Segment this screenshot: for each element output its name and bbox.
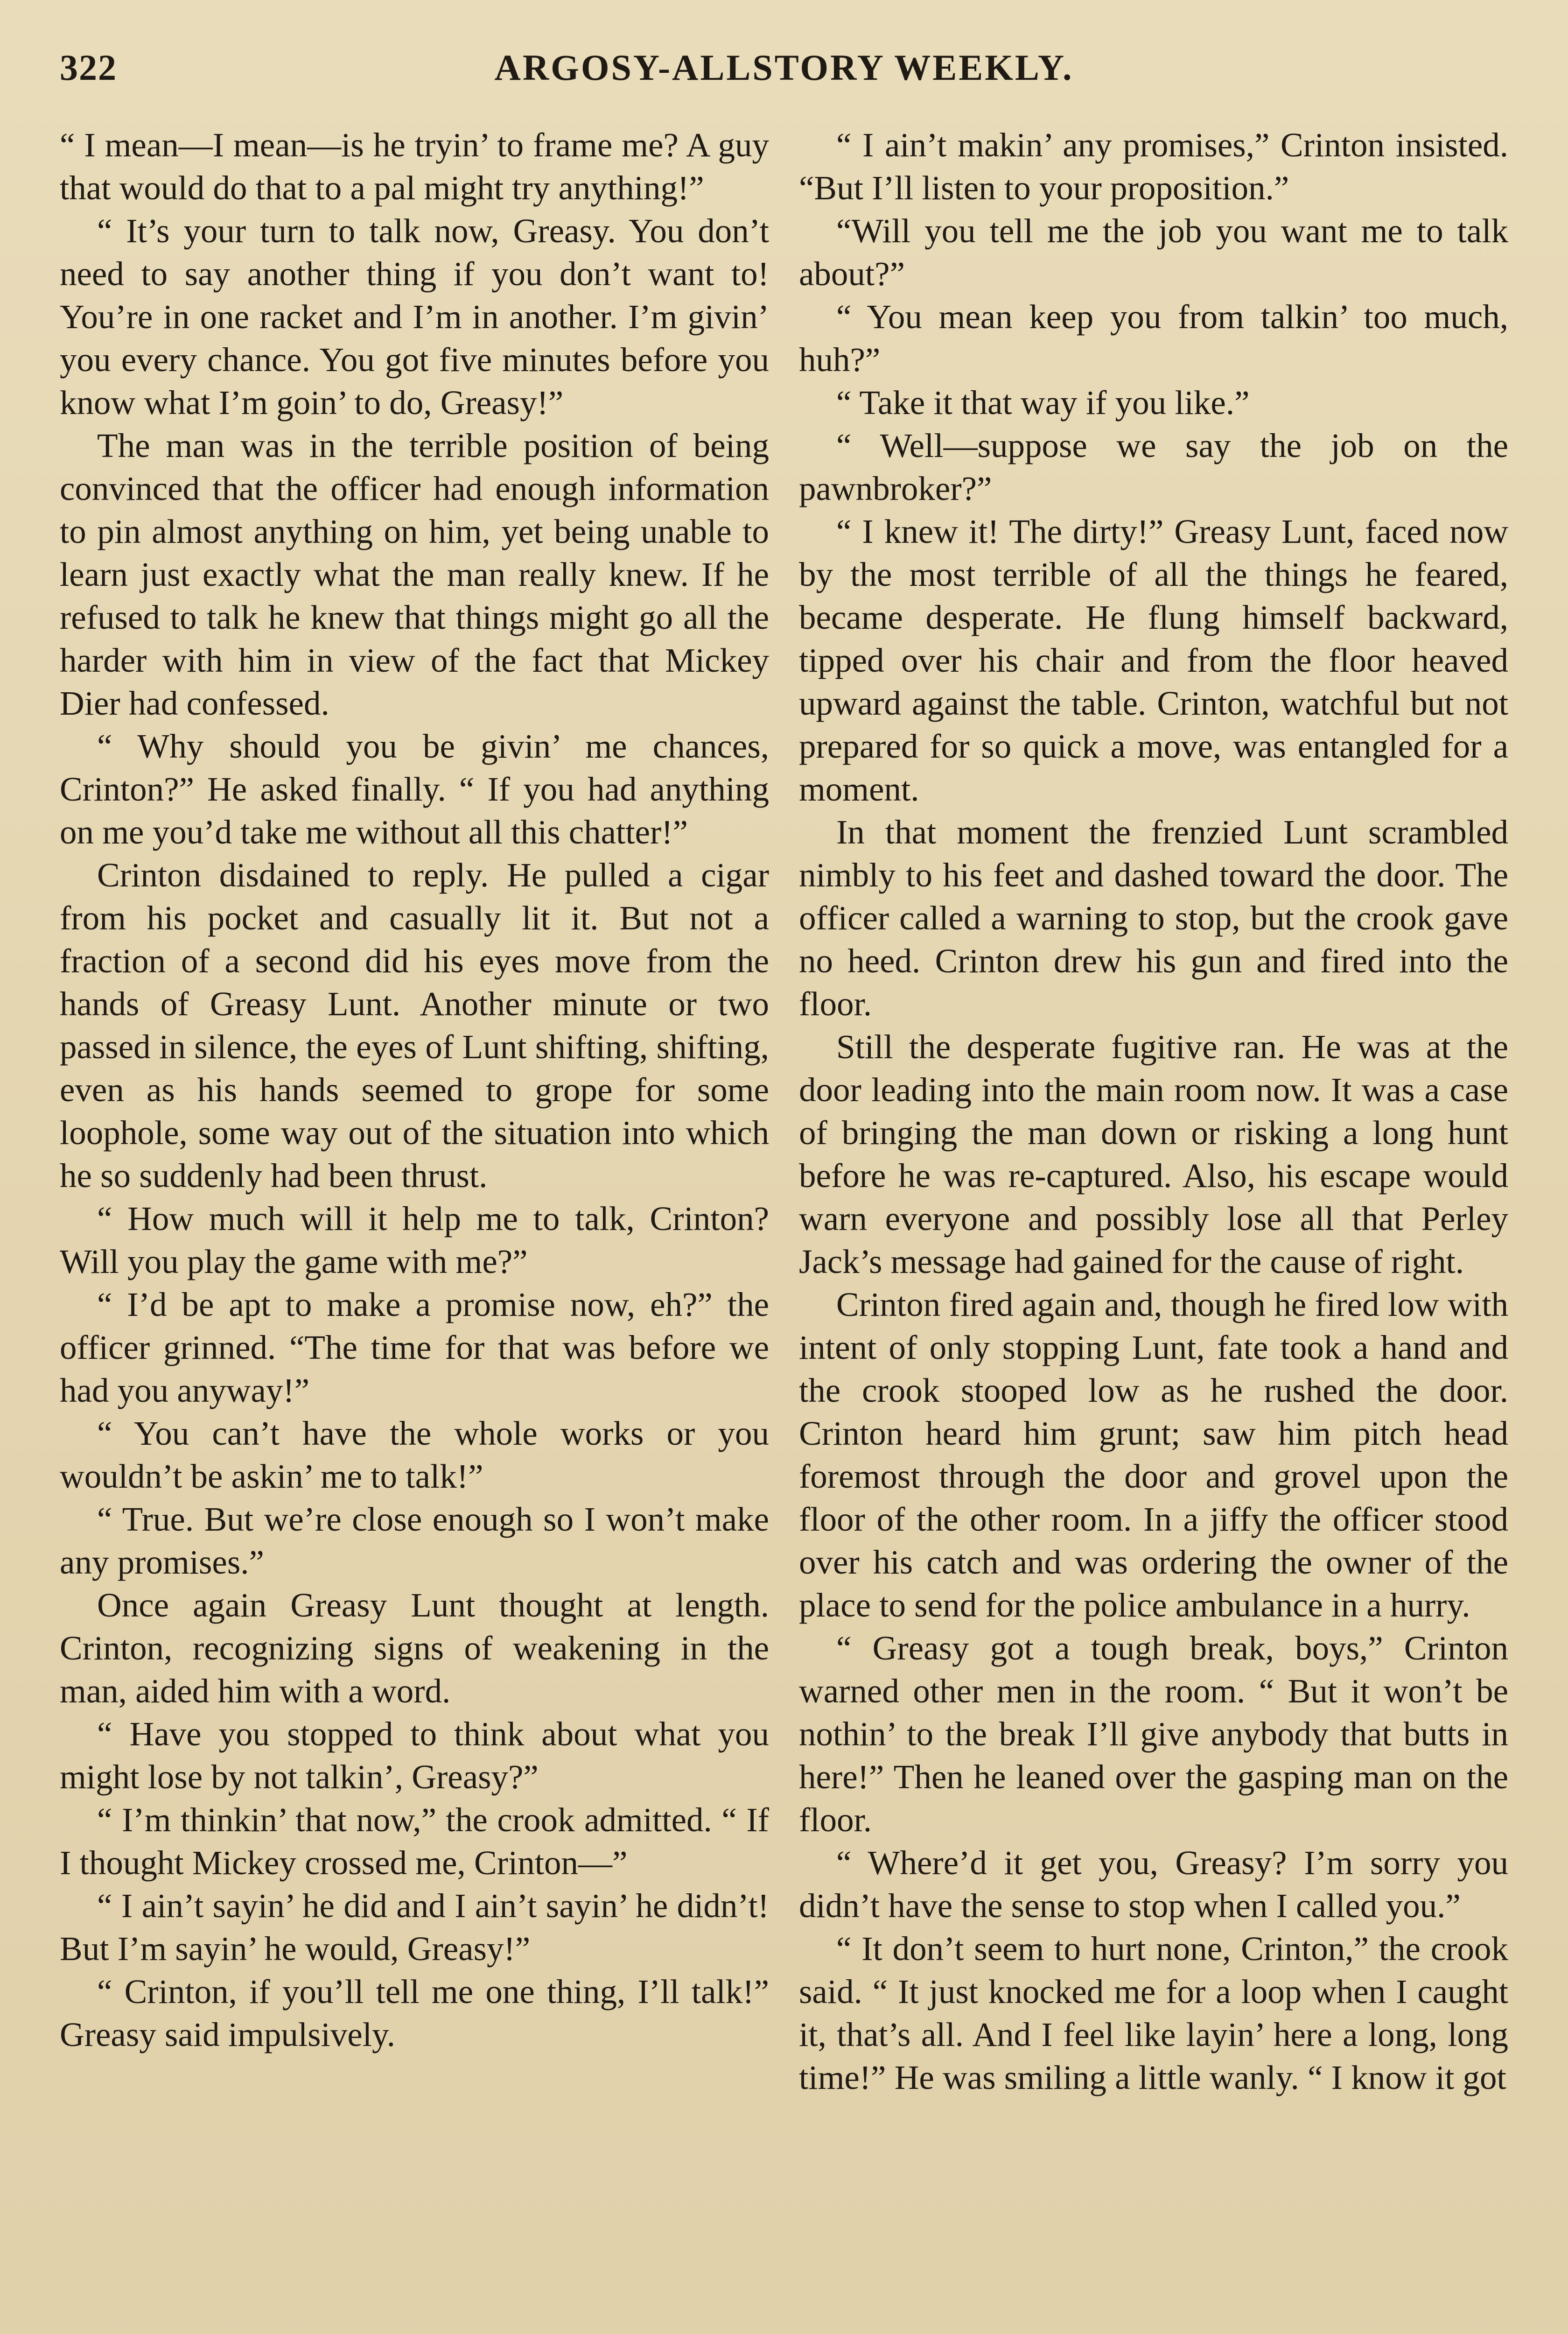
paragraph: “ True. But we’re close enough so I won’t make any promises.” bbox=[60, 1500, 769, 1581]
paragraph: Once again Greasy Lunt thought at length. Crinton, recognizing signs of weakening in the man, aided him with a word. bbox=[60, 1586, 769, 1710]
paragraph: Crinton disdained to reply. He pulled a cigar from his pocket and casually lit it. But not a fraction of a second did his eyes move from the hands of Greasy Lunt. Another minute or two passed in silence, the eyes of Lunt shifting, shifting, even as his hands seemed to grope for some loophole, some way out of the situation into which he so suddenly had been thrust. bbox=[60, 856, 769, 1195]
page-number: 322 bbox=[60, 47, 117, 88]
paragraph: “ How much will it help me to talk, Crinton? Will you play the game with me?” bbox=[60, 1200, 769, 1280]
paragraph: “ I knew it! The dirty!” Greasy Lunt, faced now by the most terrible of all the things he feared, became desperate. He flung himself backward, tipped over his chair and from the floor heaved upward against the table. Crinton, watchful but not prepared for so quick a move, was entangled for a moment. bbox=[799, 513, 1508, 808]
paragraph: “ You mean keep you from talkin’ too much, huh?” bbox=[799, 298, 1508, 379]
paragraph: In that moment the frenzied Lunt scrambled nimbly to his feet and dashed toward the door. The officer called a warning to stop, but the crook gave no heed. Crinton drew his gun and fired into the floor. bbox=[799, 813, 1508, 1023]
paragraph: The man was in the terrible position of being convinced that the officer had enough information to pin almost anything on him, yet being unable to learn just exactly what the man really knew. If he refused to talk he knew that things might go all the harder with him in view of the fact that Mickey Dier had confessed. bbox=[60, 427, 769, 722]
paragraph: “ I’d be apt to make a promise now, eh?” the officer grinned. “The time for that was before we had you anyway!” bbox=[60, 1286, 769, 1409]
paragraph: “Will you tell me the job you want me to talk about?” bbox=[799, 212, 1508, 293]
paragraph: “ I ain’t makin’ any promises,” Crinton insisted. “But I’ll listen to your proposition.” bbox=[799, 126, 1508, 207]
paragraph: “ Well—suppose we say the job on the pawnbroker?” bbox=[799, 427, 1508, 507]
paragraph: “ I mean—I mean—is he tryin’ to frame me? A guy that would do that to a pal might try anything!” bbox=[60, 126, 769, 207]
paragraph: “ Why should you be givin’ me chances, Crinton?” He asked finally. “ If you had anything on me you’d take me without all this chatter!” bbox=[60, 727, 769, 851]
paragraph: “ It don’t seem to hurt none, Crinton,” the crook said. “ It just knocked me for a loop when I caught it, that’s all. And I feel like layin’ here a long, long time!” He was smiling a little wanly. “ I know it got bbox=[799, 1930, 1508, 2096]
paragraph: “ It’s your turn to talk now, Greasy. You don’t need to say another thing if you don’t want to! You’re in one racket and I’m in another. I’m givin’ you every chance. You got five minutes before you know what I’m goin’ to do, Greasy!” bbox=[60, 212, 769, 422]
paragraph: Still the desperate fugitive ran. He was at the door leading into the main room now. It was a case of bringing the man down or risking a long hunt before he was re-captured. Also, his escape would warn everyone and possibly lose all that Perley Jack’s message had gained for the cause of right. bbox=[799, 1028, 1508, 1280]
paragraph: “ Where’d it get you, Greasy? I’m sorry you didn’t have the sense to stop when I called you.” bbox=[799, 1844, 1508, 1925]
paragraph: Crinton fired again and, though he fired low with intent of only stopping Lunt, fate took a hand and the crook stooped low as he rushed the door. Crinton heard him grunt; saw him pitch head foremost through the door and grovel upon the floor of the other room. In a jiffy the officer stood over his catch and was ordering the owner of the place to send for the police ambulance in a hurry. bbox=[799, 1286, 1508, 1624]
paragraph: “ Take it that way if you like.” bbox=[836, 384, 1250, 422]
paragraph: “ You can’t have the whole works or you wouldn’t be askin’ me to talk!” bbox=[60, 1414, 769, 1495]
paragraph: “ Crinton, if you’ll tell me one thing, I’ll talk!” Greasy said impulsively. bbox=[60, 1973, 769, 2053]
paragraph: “ I ain’t sayin’ he did and I ain’t sayin’ he didn’t! But I’m sayin’ he would, Greasy!” bbox=[60, 1887, 769, 1968]
running-head: ARGOSY-ALLSTORY WEEKLY. bbox=[494, 47, 1074, 88]
paragraph: “ Greasy got a tough break, boys,” Crinton warned other men in the room. “ But it won’t be nothin’ to the break I’ll give anybody that butts in here!” Then he leaned over the gasping man on the floor. bbox=[799, 1629, 1508, 1839]
paragraph: “ I’m thinkin’ that now,” the crook admitted. “ If I thought Mickey crossed me, Crinton—” bbox=[60, 1801, 769, 1882]
page-header bbox=[60, 47, 1508, 98]
right-column bbox=[799, 124, 1508, 2334]
text-columns bbox=[60, 124, 1508, 2334]
paragraph: “ Have you stopped to think about what you might lose by not talkin’, Greasy?” bbox=[60, 1715, 769, 1796]
left-column bbox=[60, 124, 769, 2334]
